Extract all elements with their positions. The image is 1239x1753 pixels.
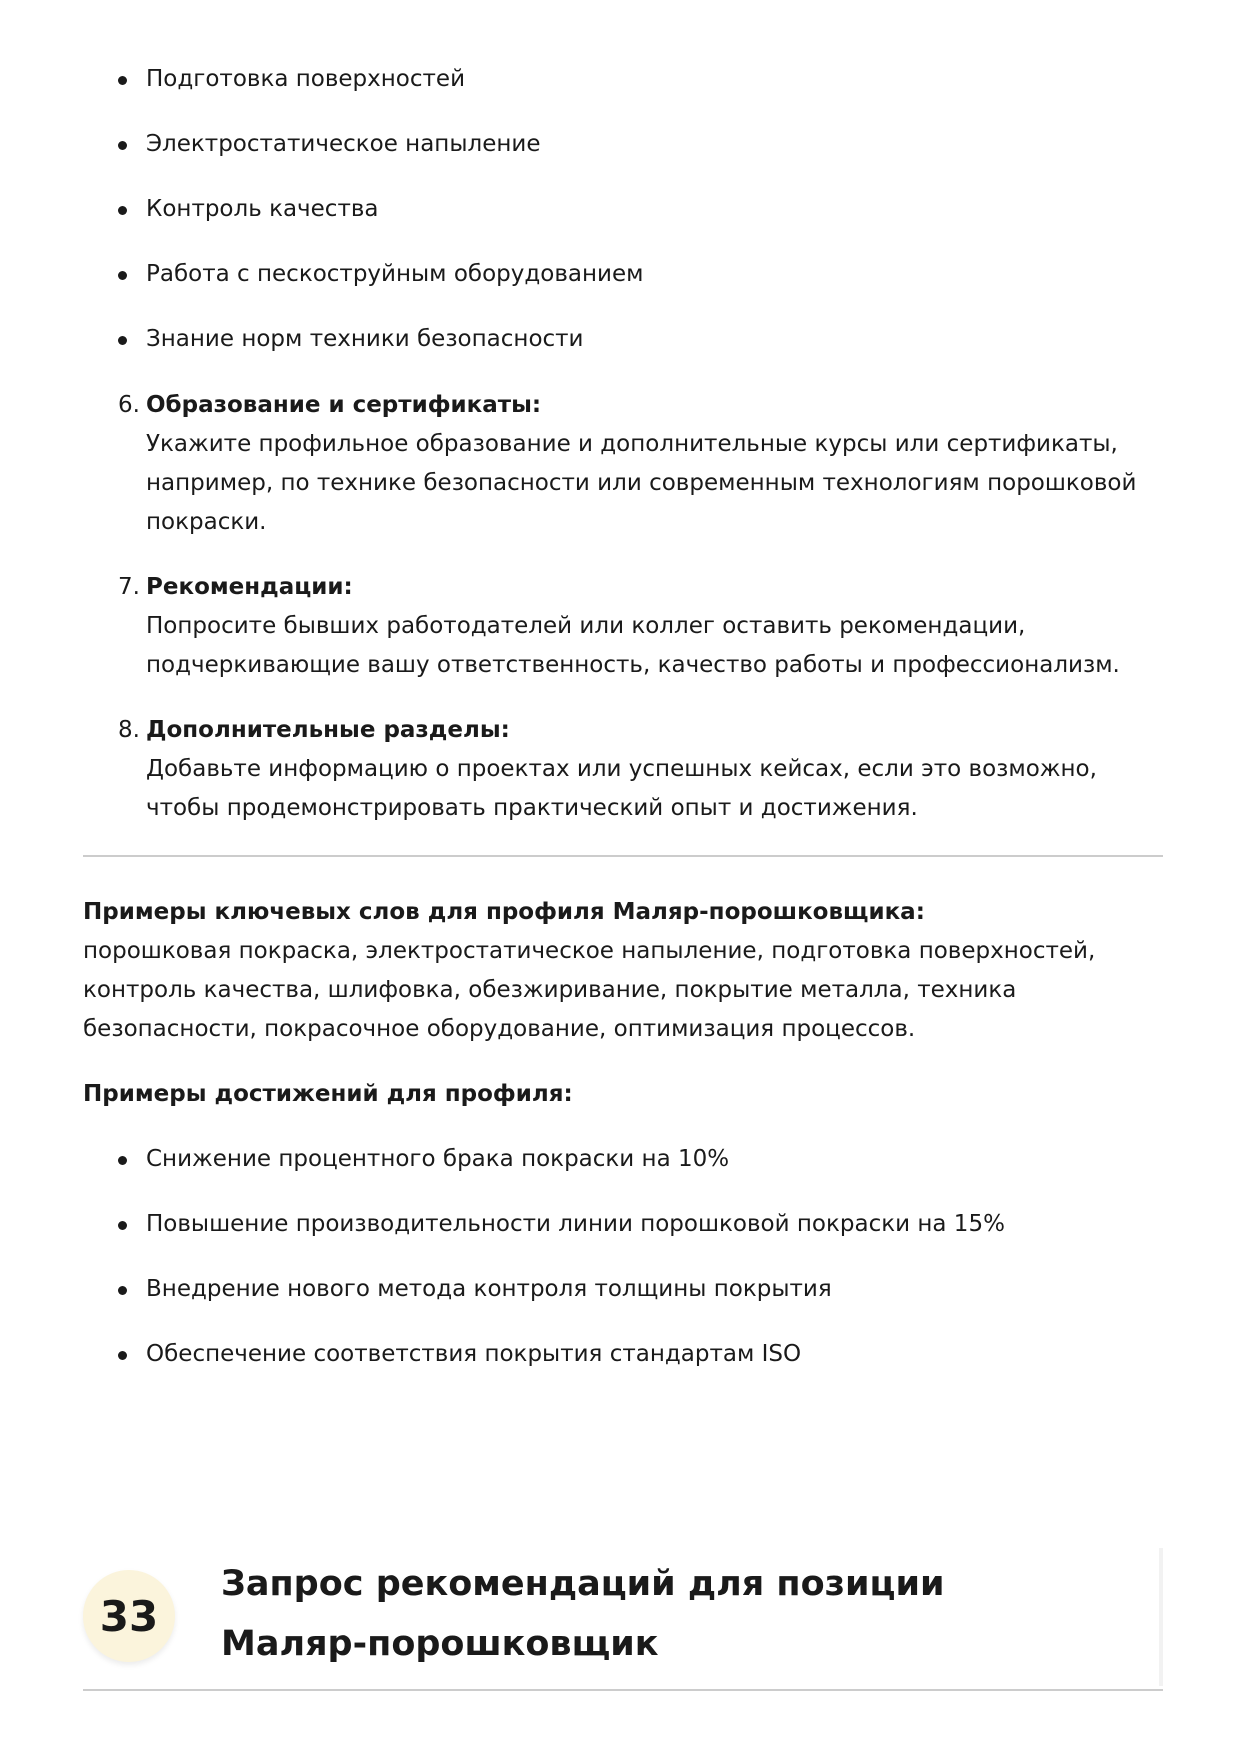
keywords-heading: Примеры ключевых слов для профиля Маляр-порошковщика: <box>83 899 925 925</box>
list-item: Обеспечение соответствия покрытия стандартам ISO <box>83 1337 1163 1371</box>
list-item: Работа с пескоструйным оборудованием <box>83 257 1163 291</box>
list-item: Контроль качества <box>83 192 1163 226</box>
step-heading: Дополнительные разделы: <box>146 717 510 743</box>
step-heading: Образование и сертификаты: <box>146 392 542 418</box>
list-item: Знание норм техники безопасности <box>83 322 1163 356</box>
section-title: Запрос рекомендаций для позиции Маляр-порошковщик <box>221 1564 945 1664</box>
step-heading: Рекомендации: <box>146 574 353 600</box>
list-item: Снижение процентного брака покраски на 10% <box>83 1142 1163 1176</box>
section-divider <box>83 855 1163 857</box>
section-header-shade <box>1159 1548 1163 1686</box>
section-bottom-divider <box>83 1689 1163 1691</box>
section-header <box>83 1548 1163 1688</box>
step-description: Добавьте информацию о проектах или успешных кейсах, если это возможно, чтобы продемонстрировать практический опыт и достижения. <box>146 756 1097 821</box>
step-number: 7. <box>118 574 140 600</box>
steps-list <box>83 386 1163 854</box>
list-item: Повышение производительности линии порошковой покраски на 15% <box>83 1207 1163 1241</box>
list-item: Подготовка поверхностей <box>83 62 1163 96</box>
step-number: 6. <box>118 392 140 418</box>
keywords-text: порошковая покраска, электростатическое напыление, подготовка поверхностей, контроль качества, шлифовка, обезжиривание, покрытие металла, техника безопасности, покрасочное оборудование, оптимизация процессов. <box>83 938 1096 1042</box>
step-description: Попросите бывших работодателей или коллег оставить рекомендации, подчеркивающие вашу ответственность, качество работы и профессионализм. <box>146 613 1120 678</box>
skills-list <box>83 62 1163 387</box>
step-item <box>83 386 1163 542</box>
step-number: 8. <box>118 717 140 743</box>
step-item <box>83 568 1163 685</box>
list-item: Внедрение нового метода контроля толщины покрытия <box>83 1272 1163 1306</box>
step-item <box>83 711 1163 828</box>
achievements-heading: Примеры достижений для профиля: <box>83 1081 573 1107</box>
step-description: Укажите профильное образование и дополнительные курсы или сертификаты, например, по технике безопасности или современным технологиям порошковой покраски. <box>146 431 1137 535</box>
section-number-badge: 33 <box>83 1570 175 1662</box>
list-item: Электростатическое напыление <box>83 127 1163 161</box>
keywords-block <box>83 893 1163 1049</box>
achievements-list <box>83 1142 1163 1402</box>
